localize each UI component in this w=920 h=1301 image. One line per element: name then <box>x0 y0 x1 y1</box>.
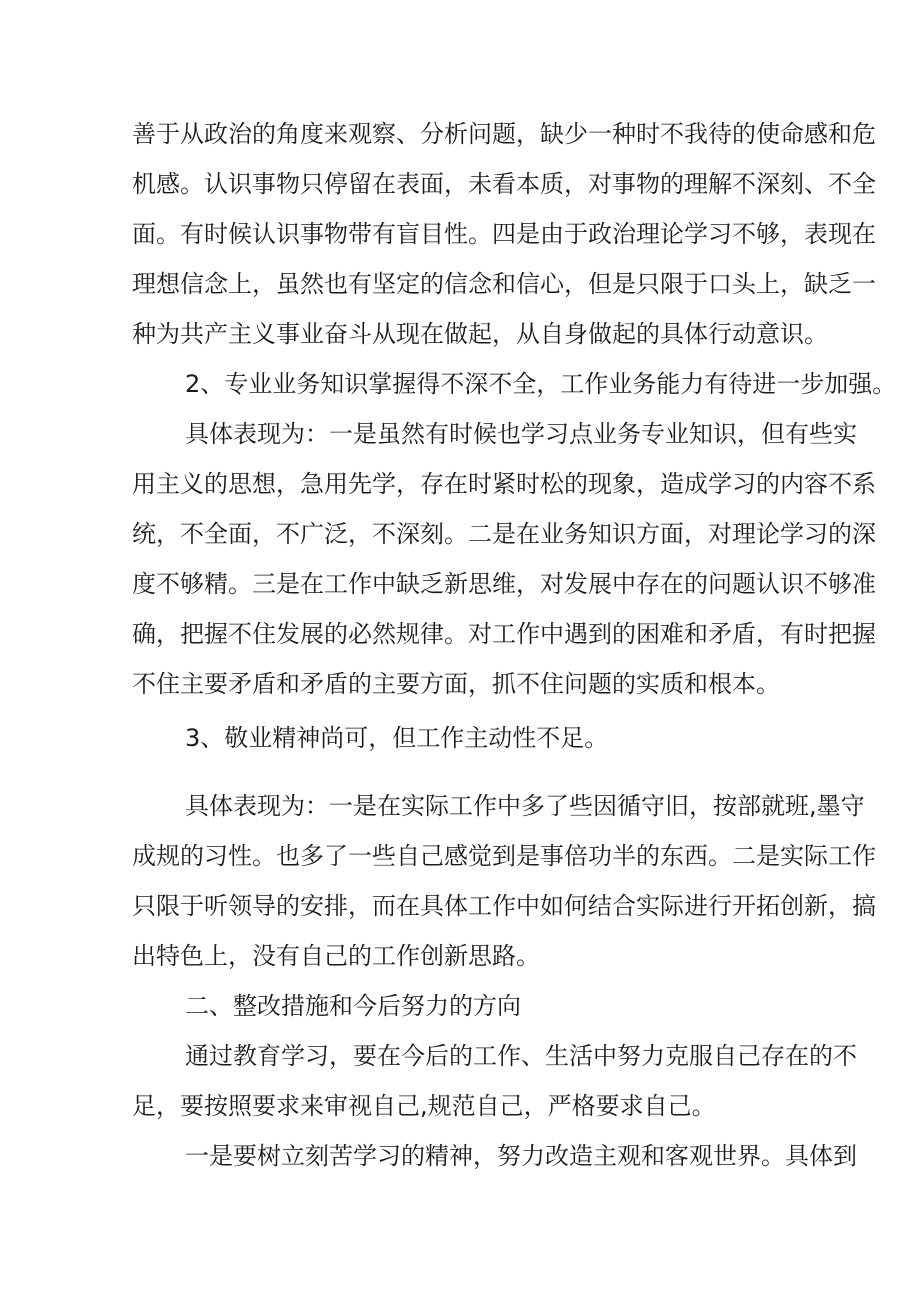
paragraph-line: 通过教育学习，要在今后的工作、生活中努力克服自己存在的不 <box>185 1042 857 1070</box>
paragraph-line: 度不够精。三是在工作中缺乏新思维，对发展中存在的问题认识不够准 <box>132 570 876 598</box>
paragraph-line: 用主义的思想，急用先学，存在时紧时松的现象，造成学习的内容不系 <box>132 470 876 498</box>
paragraph-line: 出特色上，没有自己的工作创新思路。 <box>132 942 540 970</box>
paragraph-line: 具体表现为：一是虽然有时候也学习点业务专业知识，但有些实 <box>185 420 857 448</box>
paragraph-line: 统，不全面，不广泛，不深刻。二是在业务知识方面，对理论学习的深 <box>132 520 876 548</box>
section-heading-3: 3、敬业精神尚可，但工作主动性不足。 <box>185 724 609 752</box>
paragraph-line: 种为共产主义事业奋斗从现在做起，从自身做起的具体行动意识。 <box>132 320 828 348</box>
paragraph-line: 成规的习性。也多了一些自己感觉到是事倍功半的东西。二是实际工作 <box>132 842 876 870</box>
paragraph-line: 不住主要矛盾和矛盾的主要方面，抓不住问题的实质和根本。 <box>132 670 780 698</box>
paragraph-line: 一是要树立刻苦学习的精神，努力改造主观和客观世界。具体到 <box>185 1142 857 1170</box>
paragraph-line: 面。有时候认识事物带有盲目性。四是由于政治理论学习不够，表现在 <box>132 220 876 248</box>
paragraph-line: 具体表现为：一是在实际工作中多了些因循守旧，按部就班,墨守 <box>185 792 865 820</box>
section-heading-2: 2、专业业务知识掌握得不深不全，工作业务能力有待进一步加强。 <box>185 370 897 398</box>
paragraph-line: 善于从政治的角度来观察、分析问题，缺少一种时不我待的使命感和危 <box>132 120 876 148</box>
paragraph-line: 机感。认识事物只停留在表面，未看本质，对事物的理解不深刻、不全 <box>132 170 876 198</box>
paragraph-line: 只限于听领导的安排，而在具体工作中如何结合实际进行开拓创新，搞 <box>132 892 876 920</box>
paragraph-line: 足，要按照要求来审视自己,规范自己，严格要求自己。 <box>132 1092 716 1120</box>
section-heading: 二、整改措施和今后努力的方向 <box>185 992 521 1020</box>
paragraph-line: 理想信念上，虽然也有坚定的信念和信心，但是只限于口头上，缺乏一 <box>132 270 876 298</box>
paragraph-line: 确，把握不住发展的必然规律。对工作中遇到的困难和矛盾，有时把握 <box>132 620 876 648</box>
